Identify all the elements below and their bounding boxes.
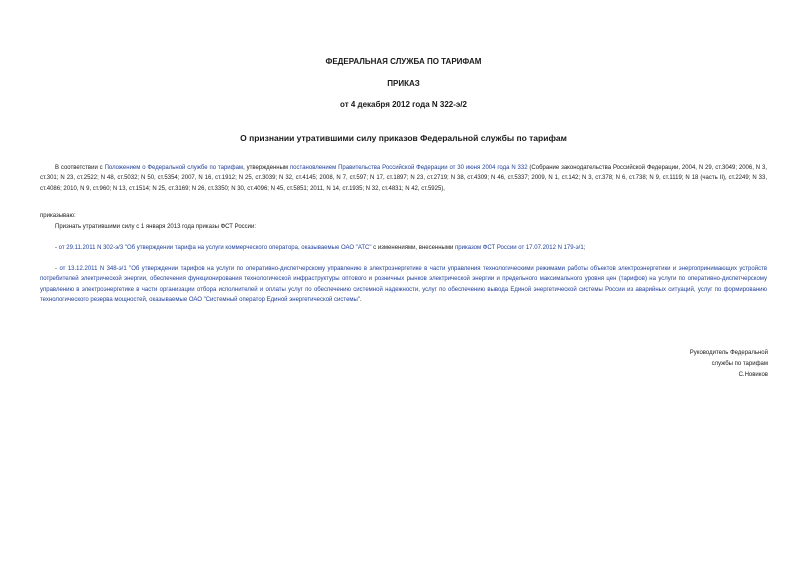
preamble-text-1: В соответствии с xyxy=(55,165,105,171)
preamble-paragraph xyxy=(40,163,767,194)
list-dash: - xyxy=(55,266,60,272)
preamble-text-3: (Собрание законодательства Российской Федерации, 2004, N 29, ст.3049; 2006, N 3, ст.301; N 23, ст.2522; N 48, ст.5032; N 50, ст.5354; 2007, N 16, ст.1912; N 25, ст.3039; N 32, ст.4145; 2008, N 7, ст.597; N 17, ст.1897; N 23, ст.2719; N 38, ст.4309; N 46, ст.5337; 2009, N 1, ст.142; N 3, ст.378; N 6, ст.738; N 9, ст.1119; N 18 (часть II), ст.2249; N 33, ст.4086; 2010, N 9, ст.960; N 13, ст.1514; N 25, ст.3169; N 26, ст.3350; N 30, ст.4096; N 45, ст.5851; 2011, N 14, ст.1935; N 32, ст.4831; N 42, ст.5925), xyxy=(40,165,767,192)
list-item xyxy=(40,243,767,253)
government-decree-link[interactable]: постановлением Правительства Российской Федерации от 30 июня 2004 года N 332 xyxy=(289,165,528,171)
agency-heading: ФЕДЕРАЛЬНАЯ СЛУЖБА ПО ТАРИФАМ xyxy=(325,57,482,66)
order-179-link[interactable]: приказом ФСТ России от 17.07.2012 N 179-э/1 xyxy=(455,245,584,251)
order-word: приказываю: xyxy=(40,213,76,219)
list-item-text: с изменениями, внесенными xyxy=(371,245,456,251)
signature-block xyxy=(568,348,768,381)
preamble-text-2: , утвержденным xyxy=(243,165,290,171)
signature-position-line-2: службы по тарифам xyxy=(711,361,768,367)
order-302-link[interactable]: от 29.11.2011 N 302-э/3 "Об утверждении тарифа на услуги коммерческого оператора, оказываемые ОАО "АТС" xyxy=(58,245,372,251)
document-title: О признании утратившими силу приказов Федеральной службы по тарифам xyxy=(240,133,567,143)
signature-name: С.Новиков xyxy=(738,372,768,378)
list-item-end: ; xyxy=(583,245,586,251)
regulation-link[interactable]: Положением о Федеральной службе по тарифам xyxy=(104,165,244,171)
decision-paragraph: Признать утратившими силу с 1 января 2013 года приказы ФСТ России: xyxy=(55,224,257,230)
list-item xyxy=(40,264,767,306)
list-dash: - xyxy=(55,245,59,251)
date-number-heading: от 4 декабря 2012 года N 322-э/2 xyxy=(340,100,467,109)
doc-type-heading: ПРИКАЗ xyxy=(387,79,420,88)
list-item-end: . xyxy=(359,297,362,304)
signature-position-line-1: Руководитель Федеральной xyxy=(689,350,768,356)
order-348-link[interactable]: от 13.12.2011 N 348-э/1 "Об утверждении тарифов на услуги по оперативно-диспетчерскому управлению в электроэнергетике в части управления технологическими режимами работы объектов электроэнергетики и энергопринимающих устройств потребителей электрической энергии, обеспечения функционирования технологической инфраструктуры оптового и розничных рынков электрической энергии и предельного максимального уровня цен (тарифов) на услуги по оперативно-диспетчерскому управлению в электроэнергетике в части организации отбора исполнителей и оплаты услуг по обеспечению системной надежности, услуг по обеспечению вывода Единой энергетической системы России из аварийных ситуаций, услуг по формированию технологического резерва мощностей, оказываемые ОАО "Системный оператор Единой энергетической системы" xyxy=(40,266,768,304)
